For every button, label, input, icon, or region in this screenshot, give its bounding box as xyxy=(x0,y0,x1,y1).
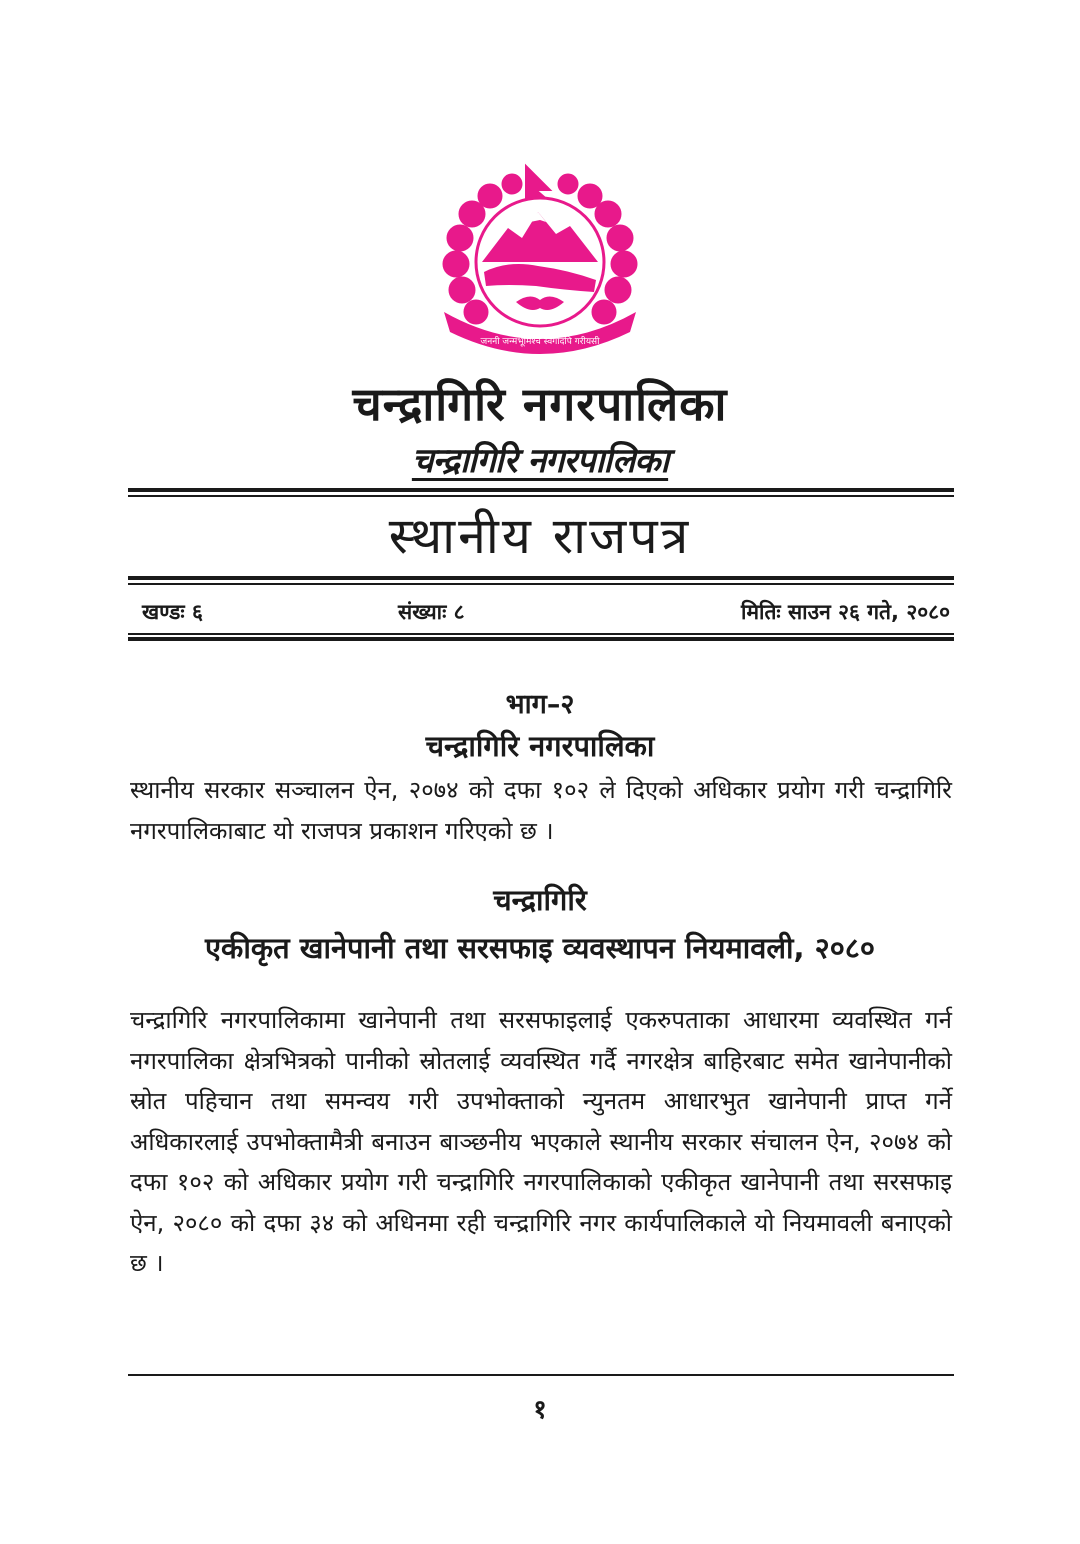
regulation-title: एकीकृत खानेपानी तथा सरसफाइ व्यवस्थापन नियमावली, २०८० xyxy=(205,931,875,965)
regulation-place: चन्द्रागिरि xyxy=(493,883,587,917)
municipality-name-stylized: चन्द्रागिरि नगरपालिका xyxy=(411,441,669,481)
meta-bottom-rule-thick xyxy=(128,637,954,641)
intro-paragraph: स्थानीय सरकार सञ्चालन ऐन, २०७४ को दफा १०२ ले दिएको अधिकार प्रयोग गरी चन्द्रागिरि नगरपालिकाबाट यो राजपत्र प्रकाशन गरिएको छ । xyxy=(130,776,952,845)
page-number: १ xyxy=(533,1395,547,1425)
header-rule-thick xyxy=(128,488,954,492)
preamble-paragraph: चन्द्रागिरि नगरपालिकामा खानेपानी तथा सरसफाइलाई एकरुपताका आधारमा व्यवस्थित गर्न नगरपालिका क्षेत्रभित्रको पानीको स्रोतलाई व्यवस्थित गर्दै नगरक्षेत्र बाहिरबाट समेत खानेपानीको स्रोत पहिचान तथा समन्वय गरी उपभोक्ताको न्युनतम आधारभुत खानेपानी प्राप्त गर्ने अधिकारलाई उपभोक्तामैत्री बनाउन बाञ्छनीय भएकाले स्थानीय सरकार संचालन ऐन, २०७४ को दफा १०२ को अधिकार प्रयोग गरी चन्द्रागिरि नगरपालिकाको एकीकृत खानेपानी तथा सरसफाइ ऐन, २०८० को दफा ३४ को अधिनमा रही चन्द्रागिरि नगर कार्यपालिकाले यो नियमावली बनाएको छ । xyxy=(130,1006,952,1277)
header-rule-thin xyxy=(128,495,954,497)
publication-date: मितिः साउन २६ गते, २०८० xyxy=(741,600,950,624)
part-label: भाग–२ xyxy=(505,689,575,720)
issue-number: संख्याः ८ xyxy=(398,600,465,624)
gazette-title: स्थानीय राजपत्र xyxy=(388,507,692,565)
meta-bottom-rule-thin xyxy=(128,633,954,635)
meta-top-rule-thin xyxy=(128,583,954,585)
nepal-emblem-icon xyxy=(438,162,642,358)
part-issuer: चन्द्रागिरि नगरपालिका xyxy=(425,729,655,763)
municipality-name: चन्द्रागिरि नगरपालिका xyxy=(352,377,728,431)
volume-number: खण्डः ६ xyxy=(142,600,203,624)
footer-rule xyxy=(128,1374,954,1376)
meta-top-rule-thick xyxy=(128,576,954,580)
emblem-motto: जननी जन्मभूमिश्च स्वर्गादपि गरीयसी xyxy=(480,337,600,347)
